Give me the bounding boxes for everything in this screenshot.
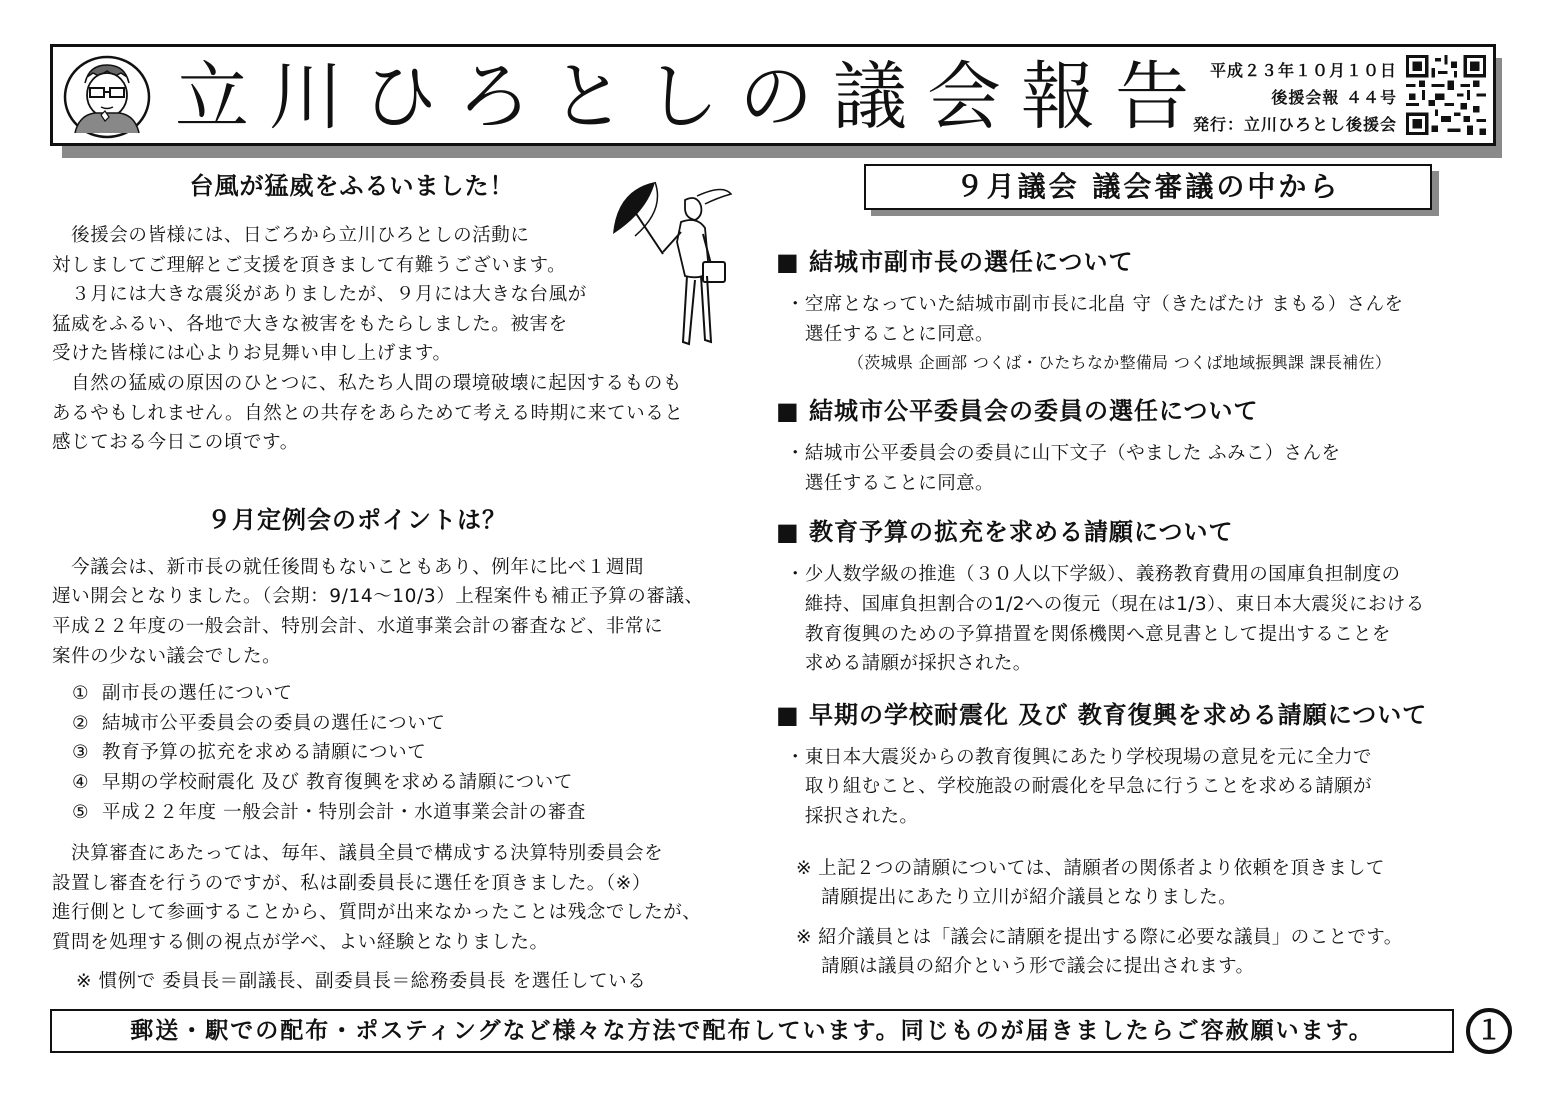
left-column <box>52 166 762 996</box>
points-intro: 今議会は、新市長の就任後間もないこともあり、例年に比べ１週間 遅い開会となりました。（会期：9/14〜10/3）上程案件も補正予算の審議、 平成２２年度の一般会計、特別会計、水道事業会計の審査など、非常に 案件の少ない議会でした。 <box>52 556 704 667</box>
item-number: ③ <box>72 742 90 764</box>
right-column <box>776 246 1516 982</box>
remark-introducer: ※ 上記２つの請願については、請願者の関係者より依頼を頂きまして 請願提出にあたり立川が紹介議員となりました。 <box>796 857 1385 909</box>
section-body-education-budget: ・少人数学級の推進（３０人以下学級）、義務教育費用の国庫負担制度の 維持、国庫負担割合の1/2への復元（現在は1/3）、東日本大震災における 教育復興のための予算措置を関係機関へ意見書として提出することを 求める請願が採択された。 <box>786 564 1425 675</box>
item-number: ⑤ <box>72 801 90 823</box>
section-title-seismic: ■ 早期の学校耐震化 及び 教育復興を求める請願について <box>776 700 1428 729</box>
distribution-notice: 郵送・駅での配布・ポスティングなど様々な方法で配布しています。同じものが届きましたらご容赦願います。 <box>50 1009 1454 1053</box>
item-text: 平成２２年度 一般会計・特別会計・水道事業会計の審査 <box>102 801 586 823</box>
points-closing: 決算審査にあたっては、毎年、議員全員で構成する決算特別委員会を 設置し審査を行うのですが、私は副委員長に選任を頂きました。（※） 進行側として参画することから、質問が出来なかったことは残念でしたが、 質問を処理する側の視点が学べ、よい経験となりました。 <box>52 843 702 953</box>
greeting-body: 後援会の皆様には、日ごろから立川ひろとしの活動に 対しましてご理解とご支援を頂きまして有難うございます。 ３月には大きな震災がありましたが、９月には大きな台風が 猛威をふるい、各地で大きな被害をもたらしました。被害を 受けた皆様には心よりお見舞い申し上げます。 自然の猛威の原因のひとつに、私たち人間の環境破壊に起因するものも あるやもしれません。自然との共存をあらためて考える時期に来ていると 感じておる今日この頃です。 <box>52 225 684 454</box>
section-title-education-budget: ■ 教育予算の拡充を求める請願について <box>776 518 1234 547</box>
points-title: ９月定例会のポイントは？ <box>207 505 507 534</box>
section-note-vice-mayor: （茨城県 企画部 つくば・ひたちなか整備局 つくば地域振興課 課長補佐） <box>848 353 1392 373</box>
section-title-vice-mayor: ■ 結城市副市長の選任について <box>776 248 1134 276</box>
item-text: 副市長の選任について <box>102 683 293 705</box>
masthead <box>50 44 1496 146</box>
points-note: ※ 慣例で 委員長＝副議長、副委員長＝総務委員長 を選任している <box>76 971 647 993</box>
remark-definition: ※ 紹介議員とは「議会に請願を提出する際に必要な議員」のことです。 請願は議員の紹介という形で議会に提出されます。 <box>796 926 1403 978</box>
list-item <box>72 798 762 828</box>
issue-date: 平成２３年１０月１０日 <box>1209 61 1397 80</box>
item-text: 結城市公平委員会の委員の選任について <box>102 712 446 734</box>
issue-info <box>1149 57 1397 138</box>
item-number: ① <box>72 683 90 705</box>
qr-code-icon[interactable] <box>1406 55 1486 135</box>
list-item <box>72 709 762 739</box>
section-title-fair-committee: ■ 結城市公平委員会の委員の選任について <box>776 397 1259 426</box>
section-body-fair-committee: ・結城市公平委員会の委員に山下文子（やました ふみこ）さんを 選任することに同意。 <box>786 443 1341 494</box>
section-body-vice-mayor: ・空席となっていた結城市副市長に北畠 守（きたばたけ まもる）さんを 選任することに同意。 <box>786 294 1404 345</box>
page-number: １ <box>1466 1008 1512 1054</box>
portrait-illustration <box>61 53 153 141</box>
item-number: ② <box>72 712 90 734</box>
issue-number: 後援会報 ４４号 <box>1271 88 1397 107</box>
item-number: ④ <box>72 771 90 793</box>
item-text: 早期の学校耐震化 及び 教育復興を求める請願について <box>102 771 573 793</box>
council-section-title: ９月議会 議会審議の中から <box>864 164 1432 210</box>
newsletter-title: 立川ひろとしの議会報告 <box>175 54 1209 140</box>
list-item <box>72 768 762 798</box>
list-item <box>72 679 762 709</box>
greeting-title: 台風が猛威をふるいました！ <box>189 172 515 200</box>
list-item <box>72 738 762 768</box>
agenda-list <box>72 679 762 827</box>
section-body-seismic: ・東日本大震災からの教育復興にあたり学校現場の意見を元に全力で 取り組むこと、学校施設の耐震化を早急に行うことを求める請願が 採択された。 <box>786 746 1372 827</box>
publisher: 発行：立川ひろとし後援会 <box>1192 115 1397 134</box>
item-text: 教育予算の拡充を求める請願について <box>102 742 427 764</box>
